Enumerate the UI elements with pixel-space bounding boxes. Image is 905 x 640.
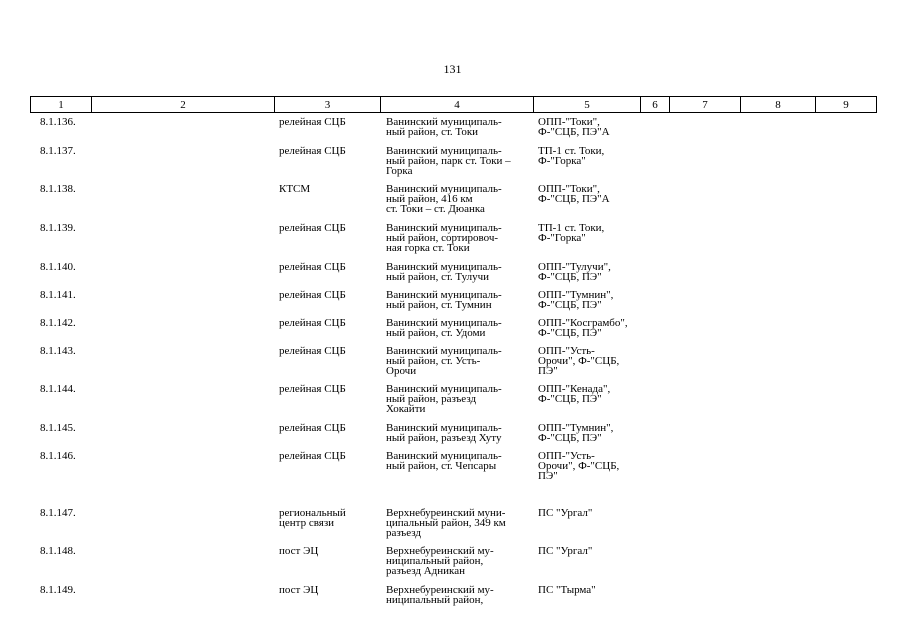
table-row — [30, 116, 876, 145]
row-number: 8.1.146. — [40, 450, 76, 462]
object-location: Ванинский муниципаль- ный район, ст. Токи — [386, 116, 502, 138]
object-type: КТСМ — [279, 183, 311, 195]
power-source: ОПП-"Усть- Орочи", Ф-"СЦБ, ПЭ" — [538, 345, 620, 377]
table-row — [30, 507, 876, 545]
object-location: Ванинский муниципаль- ный район, ст. Чепсары — [386, 450, 502, 472]
object-type: релейная СЦБ — [279, 289, 346, 301]
column-header-1: 1 — [31, 97, 92, 113]
power-source: ТП-1 ст. Токи, Ф-"Горка" — [538, 222, 605, 244]
power-source: ОПП-"Косграмбо", Ф-"СЦБ, ПЭ" — [538, 317, 628, 339]
object-location: Ванинский муниципаль- ный район, 416 км ст. Токи – ст. Дюанка — [386, 183, 502, 215]
table-row — [30, 422, 876, 450]
row-number: 8.1.145. — [40, 422, 76, 434]
page-number: 131 — [443, 62, 462, 76]
object-type: релейная СЦБ — [279, 345, 346, 357]
table-row — [30, 145, 876, 183]
row-number: 8.1.147. — [40, 507, 76, 519]
object-location: Ванинский муниципаль- ный район, ст. Усть- Орочи — [386, 345, 502, 377]
column-header-6: 6 — [641, 97, 670, 113]
object-type: релейная СЦБ — [279, 145, 346, 157]
object-type: пост ЭЦ — [279, 584, 319, 596]
table-row — [30, 183, 876, 222]
object-type: релейная СЦБ — [279, 116, 346, 128]
row-number: 8.1.139. — [40, 222, 76, 234]
column-header-3: 3 — [275, 97, 381, 113]
power-source: ОПП-"Кенада", Ф-"СЦБ, ПЭ" — [538, 383, 611, 405]
table-row — [30, 545, 876, 584]
row-number: 8.1.141. — [40, 289, 76, 301]
object-type: пост ЭЦ — [279, 545, 319, 557]
power-source: ОПП-"Тумнин", Ф-"СЦБ, ПЭ" — [538, 422, 614, 444]
column-header-9: 9 — [816, 97, 877, 113]
object-location: Ванинский муниципаль- ный район, парк ст. Токи – Горка — [386, 145, 511, 177]
object-location: Верхнебуреинский му- ниципальный район, разъезд Адникан — [386, 545, 494, 577]
row-number: 8.1.142. — [40, 317, 76, 329]
object-location: Ванинский муниципаль- ный район, ст. Удоми — [386, 317, 502, 339]
object-type: релейная СЦБ — [279, 261, 346, 273]
row-number: 8.1.144. — [40, 383, 76, 395]
row-number: 8.1.148. — [40, 545, 76, 557]
table-row — [30, 289, 876, 317]
table-row — [30, 222, 876, 261]
table-row — [30, 261, 876, 289]
column-header-4: 4 — [381, 97, 534, 113]
object-location: Ванинский муниципаль- ный район, ст. Тулучи — [386, 261, 502, 283]
row-number: 8.1.137. — [40, 145, 76, 157]
table-row — [30, 345, 876, 383]
table-row — [30, 450, 876, 507]
object-type: релейная СЦБ — [279, 450, 346, 462]
power-source: ОПП-"Токи", Ф-"СЦБ, ПЭ"А — [538, 116, 610, 138]
table-row — [30, 383, 876, 422]
row-number: 8.1.140. — [40, 261, 76, 273]
table-header — [30, 96, 877, 113]
power-source: ОПП-"Тумнин", Ф-"СЦБ, ПЭ" — [538, 289, 614, 311]
power-source: ТП-1 ст. Токи, Ф-"Горка" — [538, 145, 605, 167]
column-header-7: 7 — [670, 97, 741, 113]
row-number: 8.1.143. — [40, 345, 76, 357]
power-source: ОПП-"Усть- Орочи", Ф-"СЦБ, ПЭ" — [538, 450, 620, 482]
object-location: Ванинский муниципаль- ный район, разъезд Хуту — [386, 422, 502, 444]
column-header-5: 5 — [534, 97, 641, 113]
row-number: 8.1.138. — [40, 183, 76, 195]
column-header-8: 8 — [741, 97, 816, 113]
object-type: региональный центр связи — [279, 507, 346, 529]
data-table — [30, 116, 876, 614]
column-header-2: 2 — [92, 97, 275, 113]
table-row — [30, 584, 876, 614]
object-location: Ванинский муниципаль- ный район, ст. Тумнин — [386, 289, 502, 311]
row-number: 8.1.136. — [40, 116, 76, 128]
power-source: ОПП-"Токи", Ф-"СЦБ, ПЭ"А — [538, 183, 610, 205]
object-type: релейная СЦБ — [279, 317, 346, 329]
object-location: Ванинский муниципаль- ный район, сортировоч- ная горка ст. Токи — [386, 222, 502, 254]
power-source: ОПП-"Тулучи", Ф-"СЦБ, ПЭ" — [538, 261, 611, 283]
object-type: релейная СЦБ — [279, 422, 346, 434]
object-location: Верхнебуреинский муни- ципальный район, 349 км разъезд — [386, 507, 506, 539]
object-type: релейная СЦБ — [279, 383, 346, 395]
object-location: Верхнебуреинский му- ниципальный район, — [386, 584, 494, 606]
object-location: Ванинский муниципаль- ный район, разъезд Хокайти — [386, 383, 502, 415]
power-source: ПС "Ургал" — [538, 545, 593, 557]
power-source: ПС "Тырма" — [538, 584, 596, 596]
table-row — [30, 317, 876, 345]
object-type: релейная СЦБ — [279, 222, 346, 234]
power-source: ПС "Ургал" — [538, 507, 593, 519]
row-number: 8.1.149. — [40, 584, 76, 596]
